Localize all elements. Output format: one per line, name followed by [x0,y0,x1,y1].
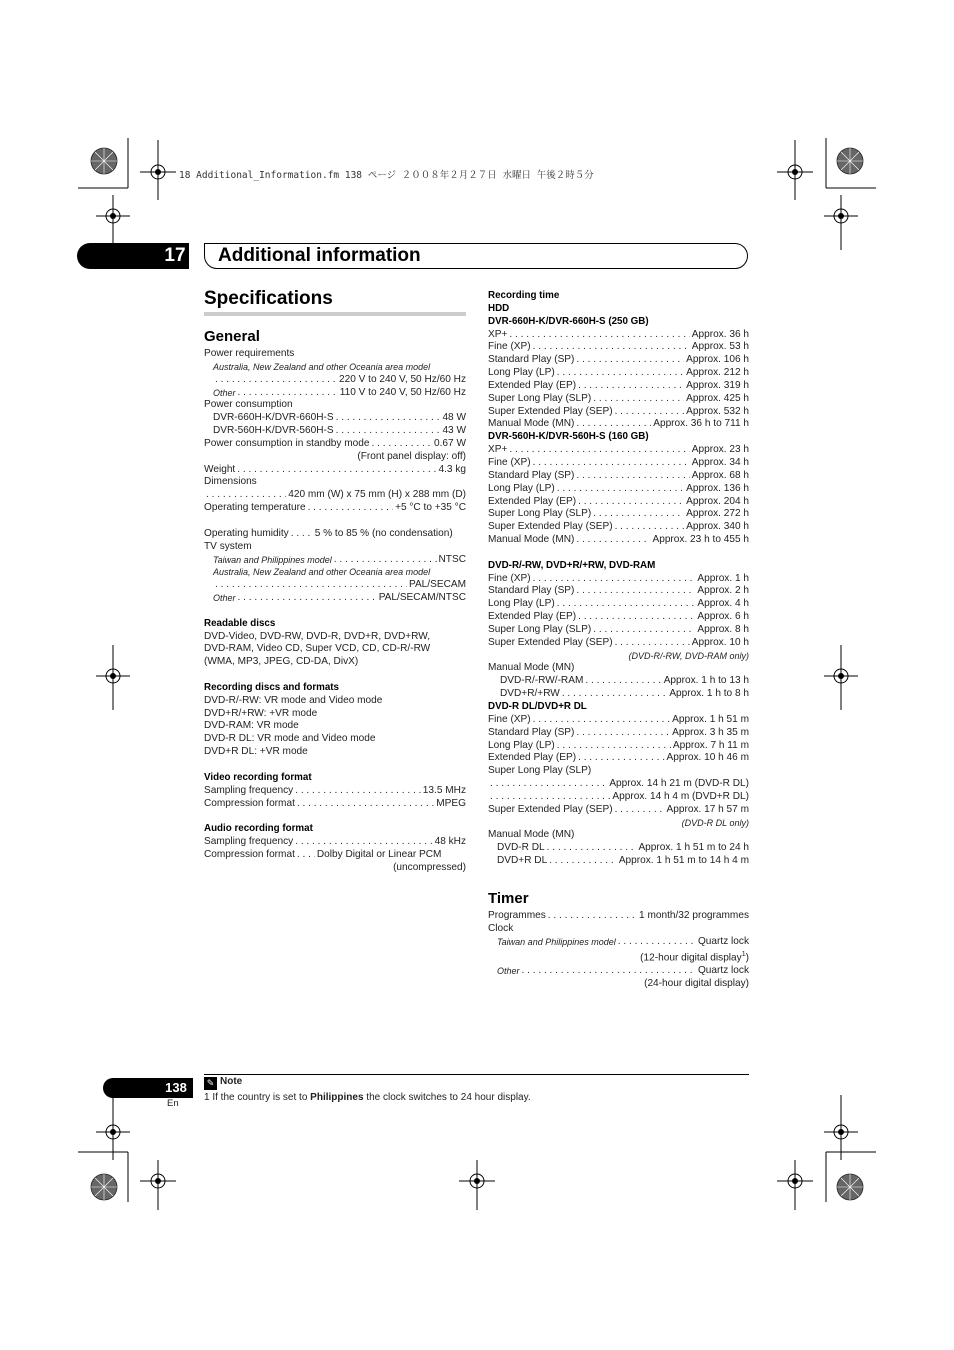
hdd-160-rows [488,444,749,547]
dl-manual-row-1: DVD-R DL . . . Approx. 1 h 51 m to 24 h [488,842,749,855]
dl-manual-label: Manual Mode (MN) [488,829,575,841]
spec-row: Super Long Play (SLP) . . . Approx. 272 h [488,508,749,521]
weight-row: Weight . . . 4.3 kg [204,464,466,477]
recording-disc-line: DVD+R DL: +VR mode [204,746,308,758]
recording-disc-line: DVD-R DL: VR mode and Video mode [204,733,376,745]
spec-row: Manual Mode (MN) . . . Approx. 36 h to 711 h [488,418,749,431]
right-column [488,290,749,990]
note-label: Note [220,1076,243,1087]
video-sampling-row: Sampling frequency . . . 13.5 MHz [204,785,466,798]
spec-row: Standard Play (SP) . . . Approx. 3 h 35 m [488,727,749,740]
aus-power-row: . . . 220 V to 240 V, 50 Hz/60 Hz [204,374,466,387]
programmes-row: Programmes . . . 1 month/32 programmes [488,910,749,923]
consumption-560-row: DVR-560H-K/DVR-560H-S . . . 43 W [204,425,466,438]
power-requirements-label: Power requirements [204,348,295,359]
standby-row: Power consumption in standby mode . . . 0.67 W [204,438,466,451]
page-number: 138 [165,1080,187,1095]
file-header-meta: 18 Additional_Information.fm 138 ページ ２００８年２月２７日 水曜日 午後２時５分 [179,170,594,181]
recording-discs-heading: Recording discs and formats [204,681,340,693]
readable-line: (WMA, MP3, JPEG, CD-DA, DivX) [204,656,359,668]
spec-row: Manual Mode (MN) . . . Approx. 23 h to 455 h [488,534,749,547]
spec-row: Long Play (LP) . . . Approx. 4 h [488,598,749,611]
language-code: En [167,1098,179,1109]
consumption-660-row: DVR-660H-K/DVR-660H-S . . . 48 W [204,412,466,425]
note-divider [204,1074,749,1075]
dvd-heading: DVD-R/-RW, DVD+R/+RW, DVD-RAM [488,559,656,571]
hdd-160-heading: DVR-560H-K/DVR-560H-S (160 GB) [488,431,649,443]
dl-only-note: (DVD-R DL only) [681,817,749,828]
timer-heading: Timer [488,889,529,907]
recording-disc-line: DVD-R/-RW: VR mode and Video mode [204,694,383,706]
spec-row: Fine (XP) . . . Approx. 1 h 51 m [488,714,749,727]
spec-row: Standard Play (SP) . . . Approx. 2 h [488,585,749,598]
page-title: Specifications [204,288,333,309]
spec-row: Extended Play (EP) . . . Approx. 6 h [488,611,749,624]
clock-other-row: Other . . . Quartz lock [488,965,749,978]
readable-line: DVD-Video, DVD-RW, DVD-R, DVD+R, DVD+RW, [204,630,431,642]
power-consumption-label: Power consumption [204,399,293,411]
tv-aus-label: Australia, New Zealand and other Oceania area model [213,567,431,578]
other-power-row: Other . . . 110 V to 240 V, 50 Hz/60 Hz [204,387,466,400]
dl-slp-row-1: . . . Approx. 14 h 21 m (DVD-R DL) [488,778,749,791]
spec-row: Super Long Play (SLP) . . . Approx. 425 h [488,393,749,406]
dl-heading: DVD-R DL/DVD+R DL [488,701,587,712]
spec-row: Fine (XP) . . . Approx. 53 h [488,341,749,354]
spec-row: Extended Play (EP) . . . Approx. 204 h [488,496,749,509]
recording-time-heading: Recording time [488,290,560,301]
title-underline [204,312,466,316]
chapter-title: Additional information [204,243,748,269]
aus-model-label: Australia, New Zealand and other Oceania area model [213,361,431,372]
tv-taiwan-row: Taiwan and Philippines model . . . NTSC [204,554,466,567]
readable-discs-heading: Readable discs [204,617,276,629]
dvd-manual-row-2: DVD+R/+RW . . . Approx. 1 h to 8 h [488,688,749,701]
spec-row: Super Extended Play (SEP) . . . Approx. 10 h [488,637,749,650]
standby-note: (Front panel display: off) [357,450,466,462]
hdd-250-heading: DVR-660H-K/DVR-660H-S (250 GB) [488,315,649,327]
spec-row: Standard Play (SP) . . . Approx. 106 h [488,354,749,367]
audio-compression-note: (uncompressed) [393,861,466,873]
spec-row: Long Play (LP) . . . Approx. 7 h 11 m [488,740,749,753]
spec-row: Fine (XP) . . . Approx. 1 h [488,573,749,586]
recording-disc-line: DVD+R/+RW: +VR mode [204,707,318,719]
tv-system-label: TV system [204,540,252,552]
dl-rows [488,714,749,765]
dvd-manual-label: Manual Mode (MN) [488,662,575,674]
spec-row: XP+ . . . Approx. 36 h [488,329,749,342]
spec-row: Super Long Play (SLP) . . . Approx. 8 h [488,624,749,637]
dl-manual-row-2: DVD+R DL . . . Approx. 1 h 51 m to 14 h 4 m [488,855,749,868]
chapter-number: 17 [164,245,186,266]
op-temp-row: Operating temperature . . . +5 °C to +35 °C [204,502,466,515]
dvd-only-note: (DVD-R/-RW, DVD-RAM only) [628,650,749,661]
video-compression-row: Compression format . . . MPEG [204,798,466,811]
dvd-manual-row-1: DVD-R/-RW/-RAM . . . Approx. 1 h to 13 h [488,675,749,688]
dl-slp-row-2: . . . Approx. 14 h 4 m (DVD+R DL) [488,791,749,804]
clock-24h-note: (24-hour digital display) [644,977,749,989]
general-heading: General [204,328,260,345]
spec-row: Fine (XP) . . . Approx. 34 h [488,457,749,470]
clock-taiwan-row: Taiwan and Philippines model . . . Quartz lock [488,936,749,949]
hdd-heading: HDD [488,302,510,314]
spec-row: XP+ . . . Approx. 23 h [488,444,749,457]
readable-line: DVD-RAM, Video CD, Super VCD, CD, CD-R/-RW [204,643,431,655]
left-column [204,328,466,875]
spec-row: Extended Play (EP) . . . Approx. 319 h [488,380,749,393]
op-humidity-row: Operating humidity . . . 5 % to 85 % (no condensation) [204,528,466,541]
footnote-text: 1 If the country is set to Philippines the clock switches to 24 hour display. [204,1092,531,1103]
audio-compression-row: Compression format . . . Dolby Digital or Linear PCM [204,849,466,862]
dimensions-label: Dimensions [204,476,257,488]
hdd-250-rows [488,329,749,432]
video-format-heading: Video recording format [204,771,312,783]
note-pencil-icon: ✎ [204,1077,217,1090]
clock-label: Clock [488,922,514,934]
audio-sampling-row: Sampling frequency . . . 48 kHz [204,836,466,849]
dl-slp-label: Super Long Play (SLP) [488,765,592,777]
spec-row: Long Play (LP) . . . Approx. 212 h [488,367,749,380]
audio-format-heading: Audio recording format [204,823,313,835]
tv-aus-row: . . . PAL/SECAM [204,579,466,592]
tv-other-row: Other . . . PAL/SECAM/NTSC [204,592,466,605]
dimensions-row: . . . 420 mm (W) x 75 mm (H) x 288 mm (D) [204,489,466,502]
spec-row: Super Extended Play (SEP) . . . Approx. 532 h [488,406,749,419]
spec-row: Standard Play (SP) . . . Approx. 68 h [488,470,749,483]
spec-row: Extended Play (EP) . . . Approx. 10 h 46 m [488,752,749,765]
spec-row: Super Extended Play (SEP) . . . Approx. 340 h [488,521,749,534]
dvd-rows [488,573,749,650]
clock-12h-note: (12-hour digital display$^1$) [640,950,749,963]
recording-disc-line: DVD-RAM: VR mode [204,720,299,732]
dl-sep-row: Super Extended Play (SEP) . . . Approx. 17 h 57 m [488,804,749,817]
spec-row: Long Play (LP) . . . Approx. 136 h [488,483,749,496]
